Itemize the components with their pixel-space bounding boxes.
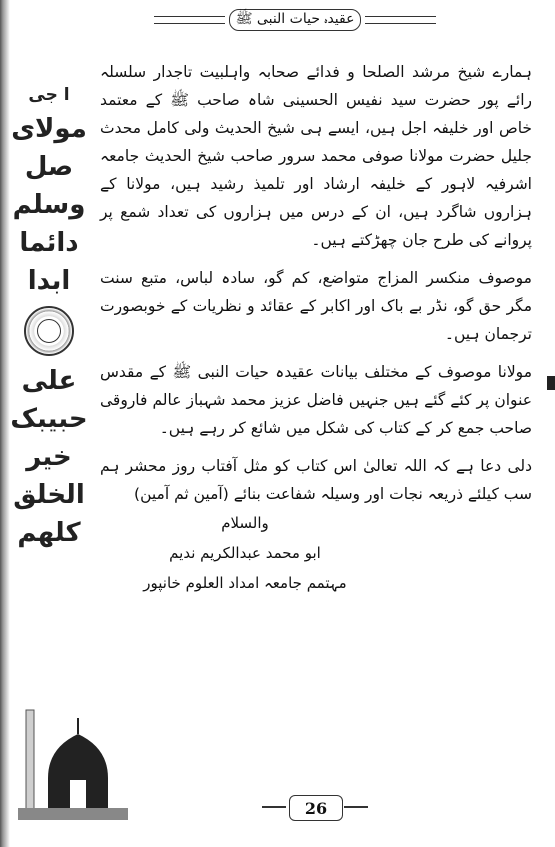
paragraph: دلی دعا ہے کہ اللہ تعالیٰ اس کتاب کو مثل آفتاب روز محشر ہم سب کیلئے ذریعہ نجات اور وسیلہ شفاعت بنائے (آمین ثم آمین) [100, 457, 532, 503]
calligraphy-line: وسلم [12, 190, 86, 220]
side-calligraphy-column [10, 80, 88, 600]
header-ornament-left [154, 16, 225, 24]
header-ornament-right [365, 16, 436, 24]
calligraphy-line: دائما [19, 228, 79, 258]
page-number-ornament-left [262, 806, 286, 808]
paragraph: ہمارے شیخ مرشد الصلحا و فدائے صحابہ واہلبیت تاجدار سلسلہ رائے پور حضرت سید نفیس الحسینی شاہ صاحب ﷺ کے معتمد خاص اور خلیفہ اجل ہیں، ایسے ہی شیخ الحدیث ولی کامل محدث جلیل حضرت مولانا صوفی محمد سرور صاحب شیخ الحدیث جامعہ اشرفیہ لاہور کے خلیفہ ارشاد اور تلمیذ رشید ہیں، مولانا کے ہزاروں شاگرد ہیں، ان کے درس میں ہزاروں کی تعداد شمع پر پروانے کی طرح جان چھڑکتے ہیں۔ [100, 63, 532, 249]
page-edge-mark [547, 376, 555, 390]
main-text [100, 58, 532, 508]
header-title: عقیدہ حیات النبی ﷺ [229, 9, 362, 31]
calligraphy-line: کلھم [17, 518, 81, 548]
calligraphy-line: ا جی [28, 85, 70, 105]
signature-title: مہتمم جامعہ امداد العلوم خانپور [143, 574, 347, 592]
signature-block [120, 508, 370, 598]
signature-salutation: والسلام [221, 514, 269, 532]
running-header [150, 8, 440, 32]
base-wall [18, 808, 128, 820]
medallion-icon [24, 306, 74, 356]
page-edge-shadow [0, 0, 10, 847]
paragraph-gap [100, 254, 532, 264]
calligraphy-line: مولای [11, 114, 87, 144]
calligraphy-line: علی [21, 366, 77, 396]
paragraph-gap [100, 348, 532, 358]
calligraphy-line: صل [24, 152, 74, 182]
calligraphy-line: الخلق [13, 480, 85, 510]
page-number: 26 [289, 795, 343, 821]
mosque-dome-icon [18, 700, 128, 820]
paragraph: موصوف منکسر المزاج متواضع، کم گو، سادہ لباس، متبع سنت مگر حق گو، نڈر بے باک اور اکابر کے عقائد و نظریات کے خوبصورت ترجمان ہیں۔ [100, 269, 532, 343]
calligraphy-line: ابدا [27, 266, 71, 296]
paragraph: مولانا موصوف کے مختلف بیانات عقیدہ حیات النبی ﷺ کے مقدس عنوان پر کئے گئے ہیں جنہیں فاضل عزیز محمد شہباز عالم فاروقی صاحب جمع کر کے کتاب کی شکل میں شائع کر رہے ہیں۔ [100, 363, 532, 437]
calligraphy-line: خیر [26, 442, 72, 472]
medallion-center [37, 319, 61, 343]
minaret-left [26, 710, 34, 810]
calligraphy-line: حبیبک [10, 404, 88, 434]
dome-door [70, 780, 86, 810]
signature-name: ابو محمد عبدالکریم ندیم [169, 544, 321, 562]
paragraph-gap [100, 442, 532, 452]
page-number-ornament-right [344, 806, 368, 808]
